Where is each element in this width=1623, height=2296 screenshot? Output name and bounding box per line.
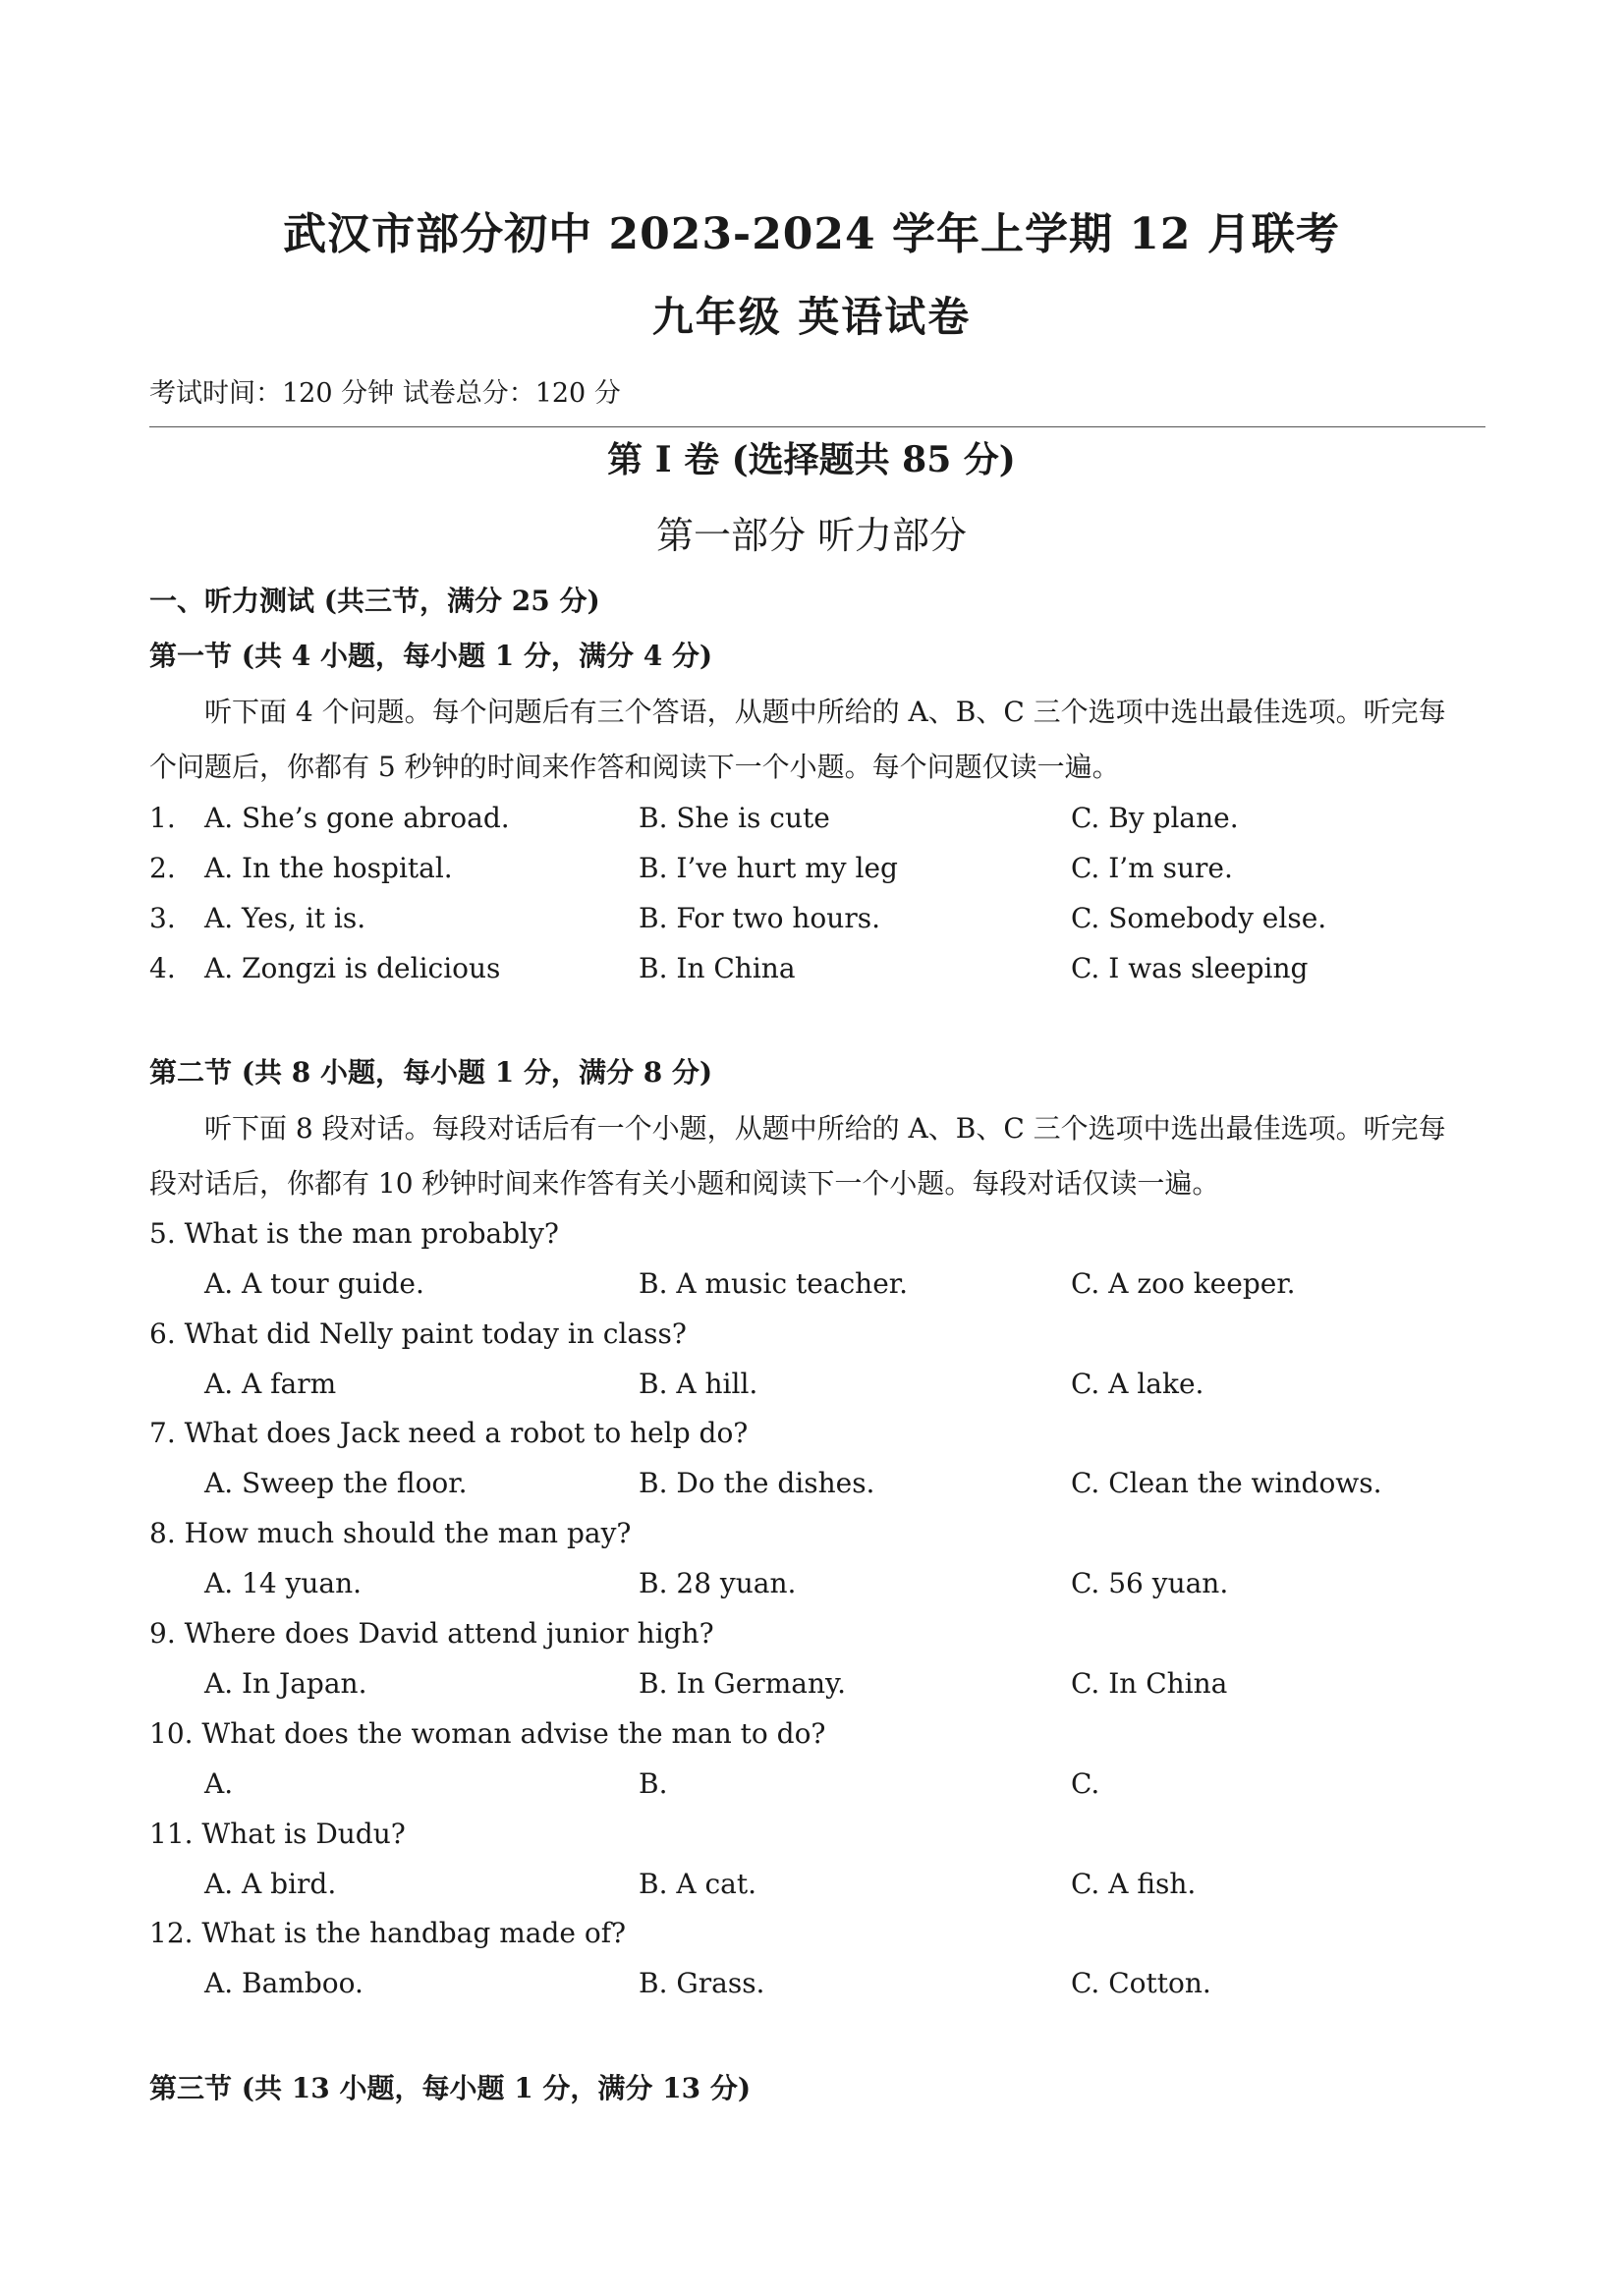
option-b: B. In China [639,952,796,984]
option-c: C. Somebody else. [1071,902,1327,934]
option-b: B. Do the dishes. [639,1467,875,1499]
question-text: 6. What did Nelly paint today in class? [149,1317,687,1350]
exam-subtitle: 九年级 英语试卷 [651,293,972,341]
section1-heading: 第一节 (共 4 小题，每小题 1 分，满分 4 分) [149,640,713,672]
option-a: A. She’s gone abroad. [204,802,510,834]
option-a: A. In Japan. [204,1667,367,1700]
item-number: 2. [149,852,176,884]
question-text: 9. Where does David attend junior high? [149,1617,714,1650]
section3-heading: 第三节 (共 13 小题，每小题 1 分，满分 13 分) [149,2072,752,2104]
option-a: A. Sweep the floor. [204,1467,468,1499]
question-text: 7. What does Jack need a robot to help do? [149,1417,749,1449]
option-a: A. Bamboo. [204,1967,364,1999]
option-c: C. A lake. [1071,1368,1204,1400]
option-b: B. She is cute [639,802,830,834]
item-number: 4. [149,952,176,984]
option-a: A. Yes, it is. [204,902,366,934]
option-a: A. [204,1767,234,1800]
item-number: 1. [149,802,176,834]
exam-info: 考试时间：120 分钟 试卷总分：120 分 [149,378,621,409]
option-a: A. 14 yuan. [204,1567,363,1599]
section2-instructions-line1: 听下面 8 段对话。每段对话后有一个小题，从题中所给的 A、B、C 三个选项中选出最佳选项。听完每 [204,1112,1446,1145]
option-c: C. In China [1071,1667,1228,1700]
option-c: C. A fish. [1071,1868,1197,1900]
question-text: 8. How much should the man pay? [149,1517,632,1549]
question-text: 12. What is the handbag made of? [149,1917,627,1949]
section1-instructions-line1: 听下面 4 个问题。每个问题后有三个答语，从题中所给的 A、B、C 三个选项中选出最佳选项。听完每 [204,696,1446,728]
section2-instructions-line2: 段对话后，你都有 10 秒钟时间来作答有关小题和阅读下一个小题。每段对话仅读一遍。 [149,1167,1220,1200]
option-b: B. A hill. [639,1368,758,1400]
item-number: 3. [149,902,176,934]
exam-title: 武汉市部分初中 2023-2024 学年上学期 12 月联考 [283,209,1340,259]
option-a: A. In the hospital. [204,852,453,884]
option-b: B. In Germany. [639,1667,846,1700]
option-c: C. Cotton. [1071,1967,1211,1999]
option-c: C. Clean the windows. [1071,1467,1382,1499]
option-c: C. I was sleeping [1071,952,1309,984]
section2-heading: 第二节 (共 8 小题，每小题 1 分，满分 8 分) [149,1056,713,1089]
option-b: B. For two hours. [639,902,880,934]
option-a: A. A farm [204,1368,337,1400]
option-b: B. I’ve hurt my leg [639,852,898,884]
option-b: B. Grass. [639,1967,765,1999]
header-divider [149,426,1485,427]
option-b: B. A cat. [639,1868,757,1900]
question-text: 10. What does the woman advise the man to do? [149,1717,826,1750]
option-a: A. A tour guide. [204,1267,424,1300]
option-a: A. Zongzi is delicious [204,952,501,984]
option-c: C. A zoo keeper. [1071,1267,1296,1300]
section1-instructions-line2: 个问题后，你都有 5 秒钟的时间来作答和阅读下一个小题。每个问题仅读一遍。 [149,751,1120,783]
option-c: C. 56 yuan. [1071,1567,1229,1599]
question-text: 11. What is Dudu? [149,1818,406,1850]
option-a: A. A bird. [204,1868,337,1900]
option-c: C. By plane. [1071,802,1239,834]
part-title: 第一部分 听力部分 [655,514,968,557]
option-b: B. 28 yuan. [639,1567,797,1599]
volume-title: 第 I 卷 (选择题共 85 分) [607,439,1016,480]
option-c: C. I’m sure. [1071,852,1233,884]
option-b: B. A music teacher. [639,1267,908,1300]
question-text: 5. What is the man probably? [149,1217,559,1250]
option-c: C. [1071,1767,1100,1800]
option-b: B. [639,1767,668,1800]
listening-test-heading: 一、听力测试 (共三节，满分 25 分) [149,585,600,617]
